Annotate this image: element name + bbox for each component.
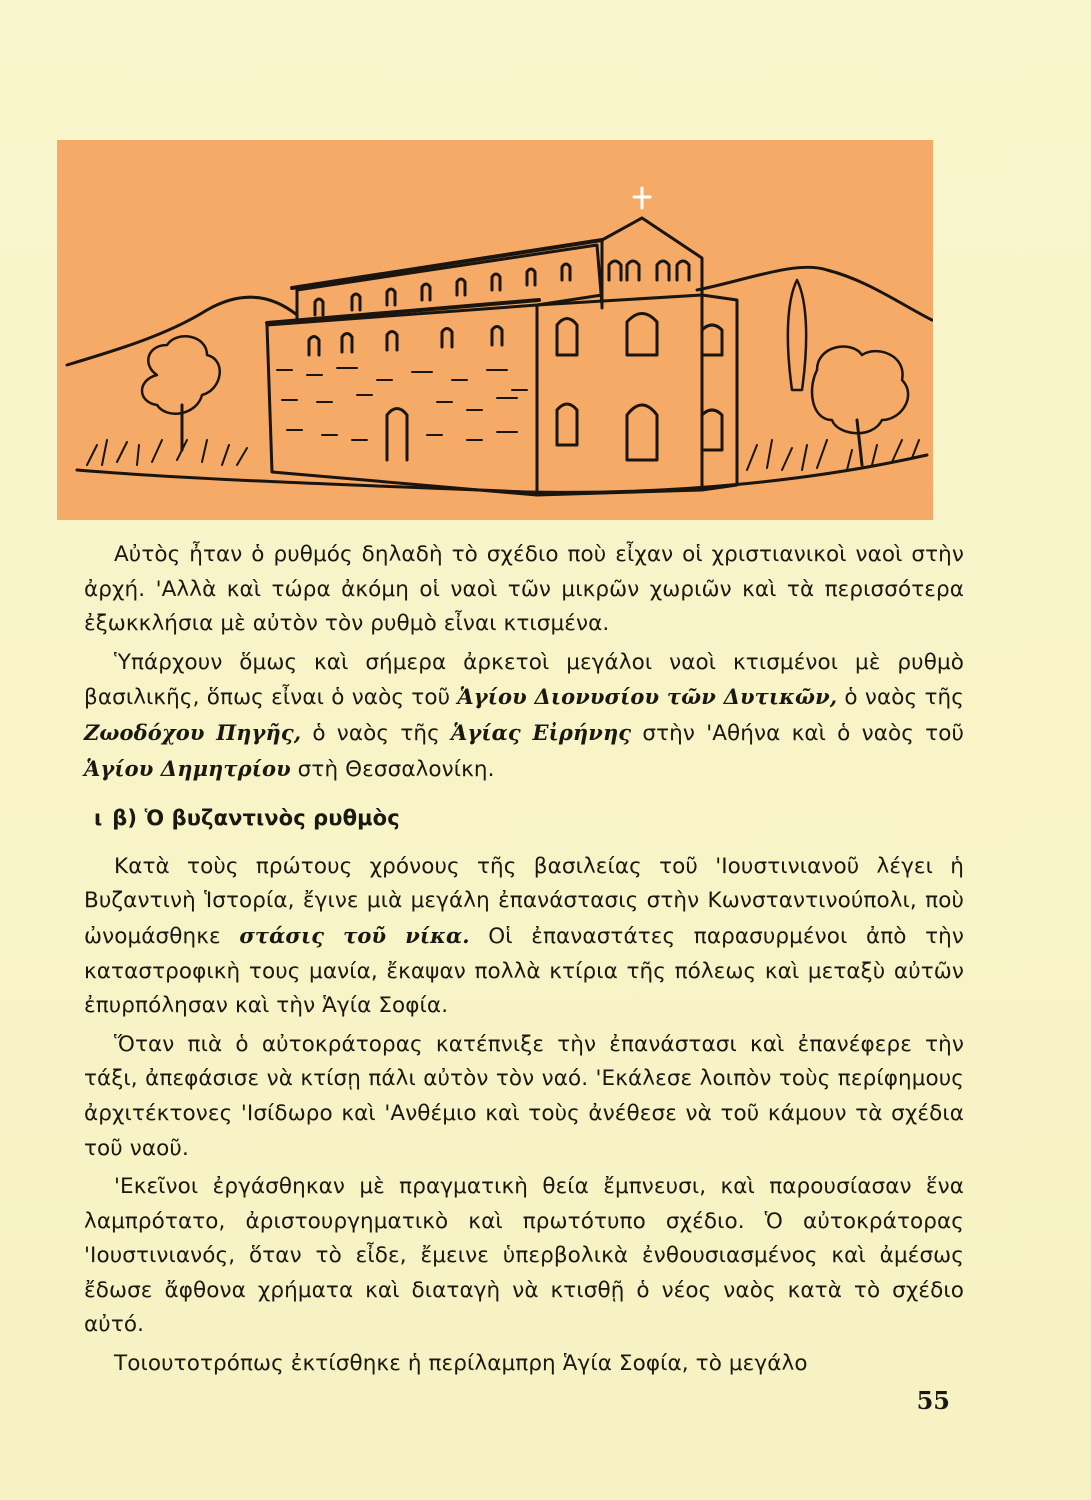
paragraph-architects-plan: 'Εκεῖνοι ἐργάσθηκαν μὲ πραγματικὴ θεία ἔμπνευσι, καὶ παρουσίασαν ἕνα λαμπρότατο, ἀριστουργηματικὸ καὶ πρωτότυπο σχέδιο. Ὁ αὐτοκράτορας 'Ιουστινιανός, ὅταν τὸ εἶδε, ἔμεινε ὑπερβολικὰ ἐνθουσιασμένος καὶ ἀμέσως ἔδωσε ἄφθονα χρήματα καὶ διαταγὴ νὰ κτισθῇ ὁ νέος ναὸς κατὰ τὸ σχέδιο αὐτό. — [84, 1174, 964, 1338]
section-heading-text: β) Ὁ βυζαντινὸς ρυθμὸς — [112, 806, 400, 831]
section-heading — [84, 801, 964, 836]
church-name-dionysios: Ἁγίου Διονυσίου τῶν Δυτικῶν, — [457, 684, 838, 710]
paragraph-rebuilding-decision: Ὅταν πιὰ ὁ αὐτοκράτορας κατέπνιξε τὴν ἐπανάστασι καὶ ἐπανέφερε τὴν τάξι, ἀπεφάσισε νὰ κτίσῃ πάλι αὐτὸν τὸν ναό. 'Εκάλεσε λοιπὸν τοὺς περίφημους ἀρχιτέκτονες 'Ισίδωρο καὶ 'Ανθέμιο καὶ τοὺς ἀνέθεσε νὰ τοῦ κάμουν τὰ σχέδια τοῦ ναοῦ. — [84, 1031, 964, 1161]
text-run: Κατὰ τοὺς πρώτους χρόνους τῆς βασιλείας τοῦ 'Ιουστινιανοῦ λέγει ἡ Βυζαντινὴ Ἱστορία, ἔγινε μιὰ μεγάλη ἐπανάστασις στὴν Κωνσταντινούπολι, ποὺ ὠνομάσθηκε — [84, 853, 964, 949]
church-drawing — [57, 140, 933, 520]
page-number: 55 — [916, 1386, 950, 1415]
text-run: ὁ ναὸς τῆς — [301, 720, 452, 746]
basilica-illustration — [57, 140, 933, 520]
text-run: στὴν 'Αθήνα καὶ ὁ ναὸς τοῦ — [631, 720, 965, 746]
margin-mark: ι — [94, 806, 103, 831]
church-name-zoodochos: Ζωοδόχου Πηγῆς, — [84, 719, 302, 745]
paragraph-nika-revolt — [84, 850, 964, 1024]
paragraph-hagia-sophia: Τοιουτοτρόπως ἐκτίσθηκε ἡ περίλαμπρη Ἁγία Σοφία, τὸ μεγάλο — [114, 1351, 808, 1377]
paragraph-basilica-examples — [84, 646, 964, 787]
text-run: Ὑπάρχουν ὅμως καὶ σήμερα ἀρκετοὶ μεγάλοι ναοὶ κτισμένοι μὲ ρυθμὸ βασιλικῆς, ὅπως εἶναι ὁ ναὸς τοῦ — [84, 649, 964, 711]
paragraph-basilica-description: Αὐτὸς ἦταν ὁ ρυθμός δηλαδὴ τὸ σχέδιο ποὺ εἶχαν οἱ χριστιανικοὶ ναοὶ στὴν ἀρχή. 'Αλλὰ καὶ τώρα ἀκόμη οἱ ναοὶ τῶν μικρῶν χωριῶν καὶ τὰ περισσότερα ἐξωκκλήσια μὲ αὐτὸν τὸν ρυθμὸ εἶναι κτισμένα. — [84, 542, 964, 637]
text-run: στὴ Θεσσαλονίκη. — [290, 756, 495, 782]
church-name-dimitrios: Ἁγίου Δημητρίου — [84, 755, 291, 781]
text-run: ὁ ναὸς τῆς — [837, 685, 964, 711]
nika-riots-name: στάσις τοῦ νίκα. — [239, 922, 470, 948]
body-text — [84, 538, 964, 1382]
church-name-eirini: Ἁγίας Εἰρήνης — [451, 719, 632, 745]
text-run: Οἱ ἐπαναστάτες παρασυρμένοι ἀπὸ τὴν καταστροφικὴ τους μανία, ἔκαψαν πολλὰ κτίρια τῆς πόλεως καὶ μεταξὺ αὐτῶν ἐπυρπόλησαν καὶ τὴν Ἁγία Σοφία. — [84, 923, 965, 1019]
